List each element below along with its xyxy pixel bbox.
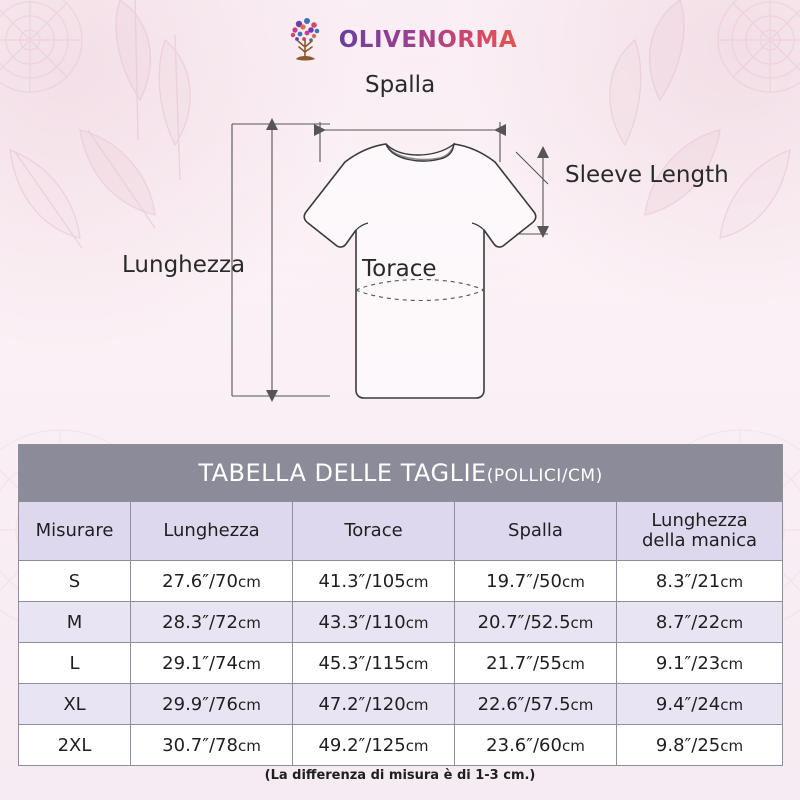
value-sleeve: 9.1″/23	[655, 652, 721, 674]
table-row	[19, 643, 783, 684]
table-title-cell	[19, 445, 783, 502]
unit-shoulder: cm	[561, 654, 585, 673]
cell-size: XL	[19, 684, 131, 725]
unit-chest: cm	[405, 695, 429, 714]
cell-sleeve	[617, 684, 783, 725]
cell-shoulder	[455, 643, 617, 684]
cell-chest	[293, 643, 455, 684]
table-row	[19, 602, 783, 643]
cell-length	[131, 643, 293, 684]
value-sleeve: 8.7″/22	[655, 611, 721, 633]
header-sleeve-line2: della manica	[641, 530, 758, 551]
unit-sleeve: cm	[720, 654, 744, 673]
table-row	[19, 725, 783, 766]
unit-chest: cm	[405, 613, 429, 632]
unit-sleeve: cm	[720, 572, 744, 591]
cell-sleeve	[617, 643, 783, 684]
unit-chest: cm	[405, 654, 429, 673]
brand-logo	[0, 14, 800, 66]
value-length: 29.9″/76	[162, 693, 238, 715]
cell-chest	[293, 602, 455, 643]
value-sleeve: 9.8″/25	[655, 734, 721, 756]
value-chest: 47.2″/120	[318, 693, 406, 715]
table-row	[19, 684, 783, 725]
header-chest: Torace	[293, 502, 455, 561]
size-table-wrapper	[18, 444, 782, 766]
value-chest: 41.3″/105	[318, 570, 406, 592]
value-shoulder: 20.7″/52.5	[477, 611, 571, 633]
unit-sleeve: cm	[720, 613, 744, 632]
header-sleeve-length	[617, 502, 783, 561]
cell-size: S	[19, 561, 131, 602]
value-sleeve: 8.3″/21	[655, 570, 721, 592]
table-title-main: TABELLA DELLE TAGLIE	[198, 459, 487, 487]
tree-of-life-icon	[283, 14, 329, 66]
cell-chest	[293, 725, 455, 766]
cell-shoulder	[455, 561, 617, 602]
header-measure: Misurare	[19, 502, 131, 561]
unit-shoulder: cm	[561, 736, 585, 755]
cell-chest	[293, 684, 455, 725]
cell-shoulder	[455, 602, 617, 643]
header-shoulder: Spalla	[455, 502, 617, 561]
value-sleeve: 9.4″/24	[655, 693, 721, 715]
cell-chest	[293, 561, 455, 602]
header-length: Lunghezza	[131, 502, 293, 561]
cell-length	[131, 684, 293, 725]
unit-length: cm	[237, 695, 261, 714]
value-length: 28.3″/72	[162, 611, 238, 633]
unit-chest: cm	[405, 736, 429, 755]
cell-sleeve	[617, 725, 783, 766]
value-chest: 45.3″/115	[318, 652, 406, 674]
unit-length: cm	[237, 654, 261, 673]
cell-sleeve	[617, 602, 783, 643]
label-length: Lunghezza	[122, 252, 246, 278]
table-title-sub: (POLLICI/CM)	[486, 466, 603, 486]
cell-shoulder	[455, 725, 617, 766]
value-chest: 49.2″/125	[318, 734, 406, 756]
unit-length: cm	[237, 572, 261, 591]
value-shoulder: 19.7″/50	[486, 570, 562, 592]
size-table	[18, 444, 783, 766]
table-title-row	[19, 445, 783, 502]
value-length: 29.1″/74	[162, 652, 238, 674]
value-length: 27.6″/70	[162, 570, 238, 592]
cell-length	[131, 561, 293, 602]
unit-sleeve: cm	[720, 736, 744, 755]
header-sleeve-line1: Lunghezza	[651, 510, 748, 532]
garment-measurement-diagram	[0, 66, 800, 436]
label-shoulder: Spalla	[365, 72, 436, 98]
unit-shoulder: cm	[570, 695, 594, 714]
unit-sleeve: cm	[720, 695, 744, 714]
cell-size: 2XL	[19, 725, 131, 766]
cell-size: M	[19, 602, 131, 643]
label-sleeve-length: Sleeve Length	[565, 162, 729, 188]
value-shoulder: 23.6″/60	[486, 734, 562, 756]
cell-length	[131, 602, 293, 643]
table-row	[19, 561, 783, 602]
cell-length	[131, 725, 293, 766]
unit-shoulder: cm	[570, 613, 594, 632]
measurement-note: (La differenza di misura è di 1-3 cm.)	[264, 768, 536, 783]
label-chest: Torace	[362, 256, 437, 282]
unit-shoulder: cm	[561, 572, 585, 591]
cell-sleeve	[617, 561, 783, 602]
value-chest: 43.3″/110	[318, 611, 406, 633]
value-shoulder: 21.7″/55	[486, 652, 562, 674]
cell-shoulder	[455, 684, 617, 725]
brand-name: OLIVENORMA	[338, 27, 518, 53]
tshirt-diagram-svg	[0, 66, 800, 436]
unit-length: cm	[237, 736, 261, 755]
unit-chest: cm	[405, 572, 429, 591]
cell-size: L	[19, 643, 131, 684]
table-header-row	[19, 502, 783, 561]
unit-length: cm	[237, 613, 261, 632]
value-shoulder: 22.6″/57.5	[477, 693, 571, 715]
value-length: 30.7″/78	[162, 734, 238, 756]
